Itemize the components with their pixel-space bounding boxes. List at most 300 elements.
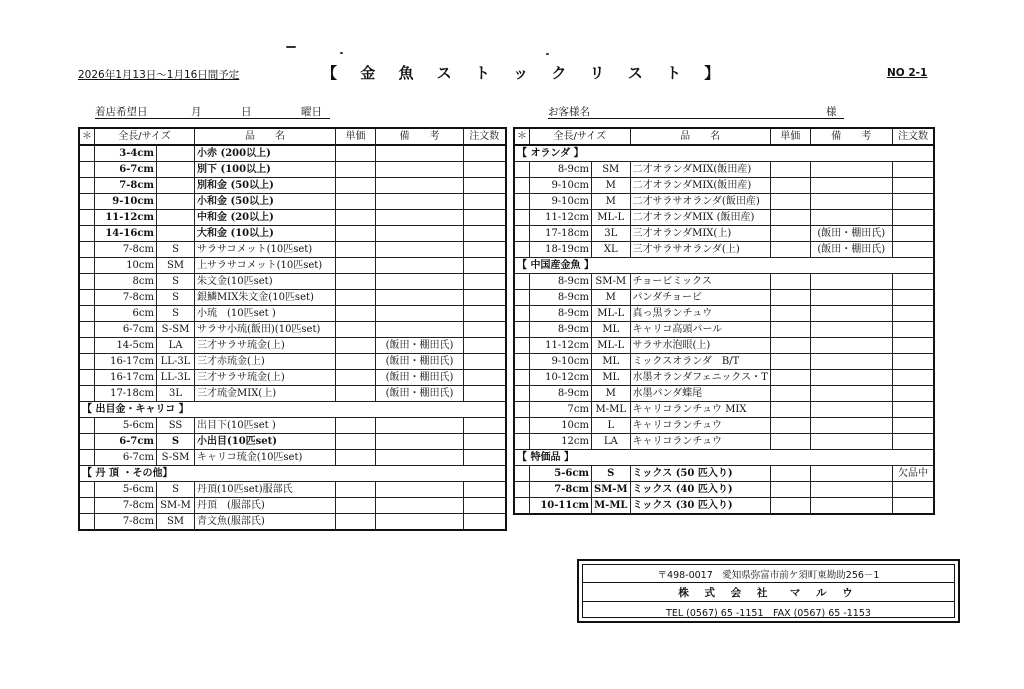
grade-cell: 3L	[592, 226, 631, 242]
mark-cell	[514, 482, 530, 498]
size-cell: 8-9cm	[530, 386, 592, 402]
price-cell[interactable]	[770, 418, 810, 434]
grade-cell	[157, 145, 195, 162]
table-row	[514, 466, 934, 482]
item-name-cell: 三才オランダMIX(上)	[630, 226, 770, 242]
item-name-cell: 別和金 (50以上)	[195, 178, 336, 194]
mark-cell	[514, 306, 530, 322]
remarks-cell	[810, 482, 892, 498]
price-cell[interactable]	[336, 482, 376, 498]
order-qty-cell[interactable]	[464, 274, 506, 290]
price-cell[interactable]	[770, 290, 810, 306]
price-cell[interactable]	[336, 306, 376, 322]
order-qty-cell[interactable]	[464, 242, 506, 258]
item-name-cell: ミックスオランダ B/T	[630, 354, 770, 370]
price-cell[interactable]	[770, 226, 810, 242]
remarks-cell: (飯田・棚田氏)	[376, 338, 464, 354]
mark-cell	[79, 322, 95, 338]
price-cell[interactable]	[770, 386, 810, 402]
item-name-cell: 青文魚(服部氏)	[195, 514, 336, 531]
table-row	[514, 274, 934, 290]
mark-cell	[514, 290, 530, 306]
size-cell: 16-17cm	[95, 354, 157, 370]
price-cell[interactable]	[770, 306, 810, 322]
order-qty-cell[interactable]	[464, 145, 506, 162]
grade-cell: S	[157, 290, 195, 306]
order-qty-cell[interactable]	[892, 354, 934, 370]
table-row	[79, 210, 506, 226]
price-cell[interactable]	[336, 338, 376, 354]
honorific-label: 様	[826, 106, 837, 118]
table-row	[79, 274, 506, 290]
table-row	[79, 258, 506, 274]
table-row	[514, 242, 934, 258]
order-qty-cell[interactable]	[464, 322, 506, 338]
price-cell[interactable]	[336, 258, 376, 274]
table-row	[79, 354, 506, 370]
mark-cell	[514, 322, 530, 338]
item-name-cell: 大和金 (10以上)	[195, 226, 336, 242]
section-title: 【 中国産金魚 】	[514, 258, 934, 274]
order-qty-cell[interactable]	[892, 306, 934, 322]
customer-name-field[interactable]	[548, 102, 844, 119]
grade-cell: M-ML	[592, 498, 631, 515]
remarks-cell	[376, 226, 464, 242]
order-qty-cell[interactable]	[464, 386, 506, 402]
grade-cell: LL-3L	[157, 370, 195, 386]
table-row	[79, 418, 506, 434]
item-name-cell: 水墨パンダ蝶尾	[630, 386, 770, 402]
grade-cell: SM	[592, 162, 631, 178]
item-name-cell: 朱文金(10匹set)	[195, 274, 336, 290]
table-row	[79, 290, 506, 306]
mark-cell	[79, 418, 95, 434]
section-header-row	[514, 145, 934, 162]
table-row	[514, 386, 934, 402]
remarks-cell	[810, 178, 892, 194]
price-cell[interactable]	[336, 370, 376, 386]
order-qty-cell[interactable]: 欠品中	[892, 466, 934, 482]
table-row	[514, 322, 934, 338]
order-qty-cell[interactable]	[892, 162, 934, 178]
size-cell: 17-18cm	[95, 386, 157, 402]
size-cell: 11-12cm	[530, 338, 592, 354]
grade-cell: M	[592, 290, 631, 306]
order-qty-cell[interactable]	[892, 322, 934, 338]
mark-cell	[514, 370, 530, 386]
table-row	[514, 370, 934, 386]
company-name: 株 式 会 社 マ ル ウ	[678, 587, 859, 599]
price-cell[interactable]	[336, 194, 376, 210]
mark-cell	[514, 418, 530, 434]
order-qty-cell[interactable]	[464, 370, 506, 386]
remarks-cell	[810, 162, 892, 178]
price-cell[interactable]	[336, 290, 376, 306]
mark-cell	[79, 354, 95, 370]
arrival-date-field[interactable]	[95, 102, 330, 119]
remarks-cell	[376, 290, 464, 306]
item-name-cell: 三才琉金MIX(上)	[195, 386, 336, 402]
price-cell[interactable]	[336, 418, 376, 434]
remarks-cell	[376, 194, 464, 210]
item-name-cell: ミックス (50 匹入り)	[630, 466, 770, 482]
mark-cell	[79, 274, 95, 290]
table-row	[79, 322, 506, 338]
table-row	[79, 386, 506, 402]
stock-table-left	[78, 127, 507, 531]
price-cell[interactable]	[336, 162, 376, 178]
size-cell: 7-8cm	[95, 242, 157, 258]
order-qty-cell[interactable]	[892, 418, 934, 434]
size-cell: 16-17cm	[95, 370, 157, 386]
price-cell[interactable]	[336, 386, 376, 402]
price-cell[interactable]	[770, 434, 810, 450]
order-qty-cell[interactable]	[464, 482, 506, 498]
item-name-cell: 別下 (100以上)	[195, 162, 336, 178]
grade-cell: S	[157, 482, 195, 498]
price-cell[interactable]	[770, 210, 810, 226]
grade-cell: S-SM	[157, 322, 195, 338]
grade-cell: L	[592, 418, 631, 434]
mark-cell	[79, 290, 95, 306]
remarks-cell: (飯田・棚田氏)	[376, 354, 464, 370]
remarks-cell	[810, 322, 892, 338]
table-row	[514, 290, 934, 306]
mark-cell	[79, 226, 95, 242]
item-name-cell: パンダチョービ	[630, 290, 770, 306]
order-qty-cell[interactable]	[464, 354, 506, 370]
mark-cell	[514, 434, 530, 450]
price-cell[interactable]	[336, 498, 376, 514]
table-row	[79, 434, 506, 450]
grade-cell: SS	[157, 418, 195, 434]
price-cell[interactable]	[770, 338, 810, 354]
price-cell[interactable]	[336, 514, 376, 531]
order-qty-cell[interactable]	[892, 370, 934, 386]
order-qty-cell[interactable]	[892, 386, 934, 402]
stock-period: 2026年1月13日～1月16日間予定	[78, 69, 240, 81]
item-name-cell: キャリコ琉金(10匹set)	[195, 450, 336, 466]
remarks-cell	[376, 210, 464, 226]
item-name-cell: 丹頂 (服部氏)	[195, 498, 336, 514]
mark-cell	[79, 482, 95, 498]
price-cell[interactable]	[770, 466, 810, 482]
price-header: 単価	[770, 128, 810, 145]
table-row	[79, 482, 506, 498]
order-qty-cell[interactable]	[892, 226, 934, 242]
item-name-cell: 中和金 (20以上)	[195, 210, 336, 226]
remarks-header: 備 考	[376, 128, 464, 145]
item-name-cell: ミックス (30 匹入り)	[630, 498, 770, 515]
price-cell[interactable]	[336, 226, 376, 242]
mark-cell	[514, 194, 530, 210]
grade-cell: 3L	[157, 386, 195, 402]
order-qty-cell[interactable]	[892, 338, 934, 354]
remarks-cell	[810, 402, 892, 418]
stock-table-right	[513, 127, 935, 515]
size-cell: 5-6cm	[95, 482, 157, 498]
size-cell: 7-8cm	[95, 498, 157, 514]
size-cell: 7-8cm	[95, 514, 157, 531]
price-cell[interactable]	[336, 242, 376, 258]
remarks-cell	[376, 450, 464, 466]
size-cell: 7-8cm	[95, 290, 157, 306]
remarks-cell: (飯田・棚田氏)	[810, 226, 892, 242]
page-number: NO 2-1	[887, 67, 928, 79]
table-row	[79, 370, 506, 386]
size-cell: 7cm	[530, 402, 592, 418]
size-cell: 8-9cm	[530, 306, 592, 322]
mark-cell	[514, 466, 530, 482]
order-qty-cell[interactable]	[892, 290, 934, 306]
mark-cell	[79, 242, 95, 258]
item-name-cell: 小出目(10匹set)	[195, 434, 336, 450]
item-name-cell: 小赤 (200以上)	[195, 145, 336, 162]
order-qty-cell[interactable]	[892, 210, 934, 226]
remarks-cell	[376, 498, 464, 514]
size-cell: 14-5cm	[95, 338, 157, 354]
grade-cell	[157, 226, 195, 242]
order-qty-cell[interactable]	[464, 338, 506, 354]
size-cell: 10-11cm	[530, 498, 592, 515]
grade-cell: SM-M	[592, 274, 631, 290]
size-cell: 7-8cm	[530, 482, 592, 498]
remarks-cell	[376, 242, 464, 258]
grade-cell: M	[592, 194, 631, 210]
size-cell: 11-12cm	[95, 210, 157, 226]
order-qty-cell[interactable]	[464, 210, 506, 226]
section-title: 【 出目金・キャリコ 】	[79, 402, 506, 418]
remarks-cell: (飯田・棚田氏)	[376, 370, 464, 386]
grade-cell: LA	[592, 434, 631, 450]
order-qty-cell[interactable]	[464, 514, 506, 531]
item-name-cell: 銀鱗MIX朱文金(10匹set)	[195, 290, 336, 306]
mark-cell	[79, 450, 95, 466]
size-cell: 8-9cm	[530, 162, 592, 178]
item-name-cell: キャリコランチュウ	[630, 418, 770, 434]
order-qty-cell[interactable]	[464, 306, 506, 322]
price-cell[interactable]	[770, 242, 810, 258]
table-row	[79, 242, 506, 258]
section-header-row	[79, 402, 506, 418]
mark-cell	[79, 338, 95, 354]
table-header-row	[514, 128, 934, 145]
size-cell: 5-6cm	[95, 418, 157, 434]
item-name-cell: 二才オランダMIX(飯田産)	[630, 162, 770, 178]
price-cell[interactable]	[770, 354, 810, 370]
order-qty-cell[interactable]	[464, 258, 506, 274]
size-cell: 8-9cm	[530, 290, 592, 306]
remarks-cell	[376, 145, 464, 162]
order-qty-cell[interactable]	[892, 274, 934, 290]
order-qty-cell[interactable]	[464, 162, 506, 178]
order-qty-cell[interactable]	[464, 450, 506, 466]
section-header-row	[79, 466, 506, 482]
item-name-cell: 三才赤琉金(上)	[195, 354, 336, 370]
table-row	[514, 338, 934, 354]
day-label: 日	[241, 106, 252, 118]
order-qty-cell[interactable]	[892, 178, 934, 194]
size-cell: 9-10cm	[95, 194, 157, 210]
size-cell: 3-4cm	[95, 145, 157, 162]
remarks-cell	[810, 466, 892, 482]
remarks-cell	[376, 482, 464, 498]
table-row	[514, 498, 934, 515]
document-title: 【 金 魚 ス ト ッ ク リ ス ト 】	[322, 64, 729, 82]
price-cell[interactable]	[770, 402, 810, 418]
section-title: 【 特価品 】	[514, 450, 934, 466]
table-row	[514, 194, 934, 210]
order-qty-cell[interactable]	[464, 418, 506, 434]
grade-cell: SM	[157, 514, 195, 531]
size-cell: 7-8cm	[95, 178, 157, 194]
item-name-cell: ミックス (40 匹入り)	[630, 482, 770, 498]
table-row	[79, 306, 506, 322]
arrival-date-label: 着店希望日	[95, 106, 148, 118]
order-qty-cell[interactable]	[892, 434, 934, 450]
item-name-cell: 真っ黒ランチュウ	[630, 306, 770, 322]
section-header-row	[514, 450, 934, 466]
grade-cell	[157, 162, 195, 178]
price-cell[interactable]	[770, 498, 810, 515]
remarks-cell: (飯田・棚田氏)	[810, 242, 892, 258]
price-cell[interactable]	[336, 178, 376, 194]
remarks-cell	[376, 306, 464, 322]
size-header: 全長/サイズ	[95, 128, 195, 145]
item-name-cell: 三才サラサ琉金(上)	[195, 370, 336, 386]
item-name-cell: キャリコランチュウ MIX	[630, 402, 770, 418]
size-cell: 17-18cm	[530, 226, 592, 242]
size-cell: 6cm	[95, 306, 157, 322]
size-cell: 6-7cm	[95, 434, 157, 450]
name-header: 品 名	[195, 128, 336, 145]
order-qty-cell[interactable]	[464, 226, 506, 242]
mark-cell	[514, 210, 530, 226]
mark-cell	[79, 178, 95, 194]
price-cell[interactable]	[336, 450, 376, 466]
size-cell: 8-9cm	[530, 322, 592, 338]
mark-cell	[514, 338, 530, 354]
table-row	[79, 178, 506, 194]
table-row	[514, 306, 934, 322]
size-cell: 10cm	[95, 258, 157, 274]
order-qty-cell[interactable]	[892, 498, 934, 515]
mark-cell	[514, 498, 530, 515]
mark-cell	[514, 386, 530, 402]
order-qty-cell[interactable]	[464, 498, 506, 514]
size-cell: 9-10cm	[530, 354, 592, 370]
price-cell[interactable]	[770, 194, 810, 210]
grade-cell: ML	[592, 370, 631, 386]
remarks-cell	[810, 370, 892, 386]
section-header-row	[514, 258, 934, 274]
table-row	[79, 498, 506, 514]
size-cell: 6-7cm	[95, 450, 157, 466]
weekday-label: 曜日	[301, 106, 322, 118]
grade-cell: M	[592, 386, 631, 402]
grade-cell: ML-L	[592, 306, 631, 322]
item-name-cell: 小琉 (10匹set )	[195, 306, 336, 322]
month-label: 月	[191, 106, 202, 118]
item-name-cell: キャリコ高頭パール	[630, 322, 770, 338]
price-cell[interactable]	[770, 178, 810, 194]
price-cell[interactable]	[770, 370, 810, 386]
table-row	[79, 162, 506, 178]
size-cell: 8cm	[95, 274, 157, 290]
size-cell: 10-12cm	[530, 370, 592, 386]
mark-cell	[79, 498, 95, 514]
remarks-cell	[810, 354, 892, 370]
order-qty-cell[interactable]	[892, 194, 934, 210]
order-qty-cell[interactable]	[892, 402, 934, 418]
customer-label: お客様名	[548, 106, 590, 118]
size-cell: 9-10cm	[530, 194, 592, 210]
price-cell[interactable]	[770, 274, 810, 290]
mark-cell	[79, 162, 95, 178]
price-cell[interactable]	[336, 210, 376, 226]
order-qty-cell[interactable]	[464, 290, 506, 306]
price-header: 単価	[336, 128, 376, 145]
table-row	[514, 226, 934, 242]
size-header: 全長/サイズ	[530, 128, 631, 145]
section-title: 【 オランダ 】	[514, 145, 934, 162]
order-qty-cell[interactable]	[892, 482, 934, 498]
order-qty-cell[interactable]	[464, 434, 506, 450]
size-cell: 8-9cm	[530, 274, 592, 290]
table-row	[79, 338, 506, 354]
price-cell[interactable]	[336, 434, 376, 450]
mark-cell	[79, 370, 95, 386]
price-cell[interactable]	[336, 322, 376, 338]
grade-cell: ML-L	[592, 338, 631, 354]
remarks-cell	[376, 514, 464, 531]
order-qty-cell[interactable]	[464, 178, 506, 194]
item-name-cell: チョービミックス	[630, 274, 770, 290]
price-cell[interactable]	[770, 322, 810, 338]
order-qty-cell[interactable]	[464, 194, 506, 210]
table-row	[514, 482, 934, 498]
remarks-cell	[376, 418, 464, 434]
grade-cell: S	[157, 434, 195, 450]
remarks-cell: (飯田・棚田氏)	[376, 386, 464, 402]
size-cell: 11-12cm	[530, 210, 592, 226]
price-cell[interactable]	[336, 145, 376, 162]
table-row	[79, 194, 506, 210]
mark-cell	[79, 145, 95, 162]
price-cell[interactable]	[336, 274, 376, 290]
remarks-cell	[810, 386, 892, 402]
mark-cell	[79, 258, 95, 274]
order-qty-cell[interactable]	[892, 242, 934, 258]
item-name-cell: キャリコランチュウ	[630, 434, 770, 450]
item-name-cell: 上サラサコメット(10匹set)	[195, 258, 336, 274]
price-cell[interactable]	[336, 354, 376, 370]
grade-cell: ML	[592, 354, 631, 370]
remarks-cell	[810, 434, 892, 450]
remarks-cell	[810, 338, 892, 354]
remarks-header: 備 考	[810, 128, 892, 145]
qty-header: 注文数	[464, 128, 506, 145]
company-address: 〒498-0017 愛知県弥富市前ケ須町東勘助256－1	[657, 570, 880, 581]
grade-cell: S	[592, 466, 631, 482]
table-row	[514, 354, 934, 370]
remarks-cell	[810, 274, 892, 290]
grade-cell: M	[592, 178, 631, 194]
mark-cell	[79, 306, 95, 322]
name-header: 品 名	[630, 128, 770, 145]
price-cell[interactable]	[770, 162, 810, 178]
price-cell[interactable]	[770, 482, 810, 498]
